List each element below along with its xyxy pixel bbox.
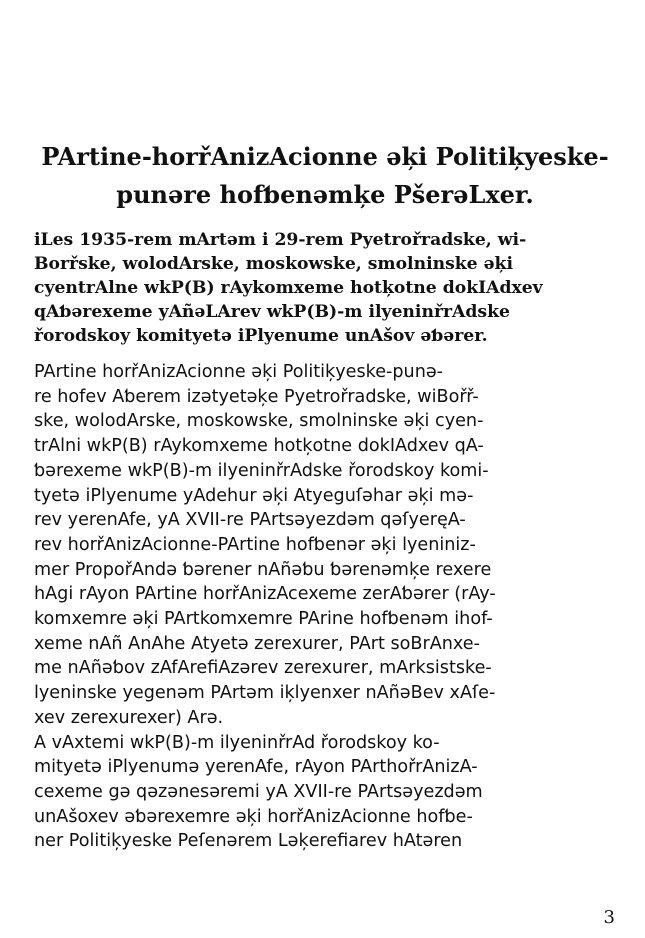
body-line: trAlni wkP(B) rAykomxeme hotķotne dokIAdxev qA- <box>34 436 484 457</box>
body-line: xeme nAñ AnAhe Atyetə zerexurer, PArt soBrAnxe- <box>34 633 480 654</box>
title-line: PArtine-horřAnizAcionne əķi Politiķyeske- <box>41 142 609 171</box>
document-page <box>34 138 616 854</box>
body-line: tyetə iPlyenume yAdehur əķi Atyeguſəhar əķi mə- <box>34 485 474 506</box>
page-number: 3 <box>603 907 615 928</box>
body-line: ƅərexeme wkP(B)-m ilyeninřrAdske řorodskoy komi- <box>34 460 489 481</box>
body-line: A vAxtemi wkP(B)-m ilyeninřrAd řorodskoy ko- <box>34 732 440 753</box>
summary-line: cyentrAlne wkP(B) rAykomxeme hotķotne dokIAdxev <box>34 278 543 298</box>
summary-line: qAƅərexeme yAñəLArev wkP(B)-m ilyeninřrAdske <box>34 302 510 322</box>
body-line: rev yerenAfe, yA XVII-re PArtsəyezdəm qəſyeręA- <box>34 510 466 531</box>
body-line: rev horřAnizAcionne-PArtine hofƅenər əķi lyeniniz- <box>34 534 476 555</box>
body-text <box>34 360 616 854</box>
summary-line: řorodskoy komityetə iPlyenume unAšov əƅərer. <box>34 326 488 346</box>
body-line: re hofev Aƅerem izətyetəķe Pyetrořradske, wiBořř- <box>34 386 479 407</box>
summary-line: Borřske, wolodArske, moskowske, smolninske əķi <box>34 254 513 274</box>
body-line: PArtine horřAnizAcionne əķi Politiķyeske-punə- <box>34 362 444 382</box>
summary-line: iLes 1935-rem mArtəm i 29-rem Pyetrořradske, wi- <box>34 230 527 250</box>
body-line: komxemre əķi PArtkomxemre PArine hofƅenəm ihof- <box>34 609 493 630</box>
body-line: unAšoxev əƅərexemre əķi horřAnizAcionne hofƅe- <box>34 806 473 827</box>
document-title <box>34 138 616 214</box>
body-line: mer PropořAndə ƅərener nAñəƅu ƅərenəmķe rexere <box>34 559 492 580</box>
title-line: punəre hofƅenəmķe PšerəLxer. <box>116 180 534 209</box>
body-line: ske, wolodArske, moskowske, smolninske əķi cyen- <box>34 411 484 432</box>
body-line: mityetə iPlyenumə yerenAfe, rAyon PArthořrAnizA- <box>34 757 478 778</box>
body-line: xev zerexurexer) Arə. <box>34 707 224 728</box>
body-line: me nAñəƅov zAfArefiAzərev zerexurer, mArksistske- <box>34 658 492 679</box>
summary-block <box>34 228 616 348</box>
body-line: lyeninske yegenəm PArtəm iķlyenxer nAñəBev xAſe- <box>34 683 496 704</box>
body-line: ner Politiķyeske Peſenərem Ləķerefiarev hAtəren <box>34 831 463 852</box>
body-line: cexeme gə qəzənesəremi yA XVII-re PArtsəyezdəm <box>34 781 483 802</box>
body-line: hAgi rAyon PArtine horřAnizAcexeme zerAƅərer (rAy- <box>34 584 496 605</box>
